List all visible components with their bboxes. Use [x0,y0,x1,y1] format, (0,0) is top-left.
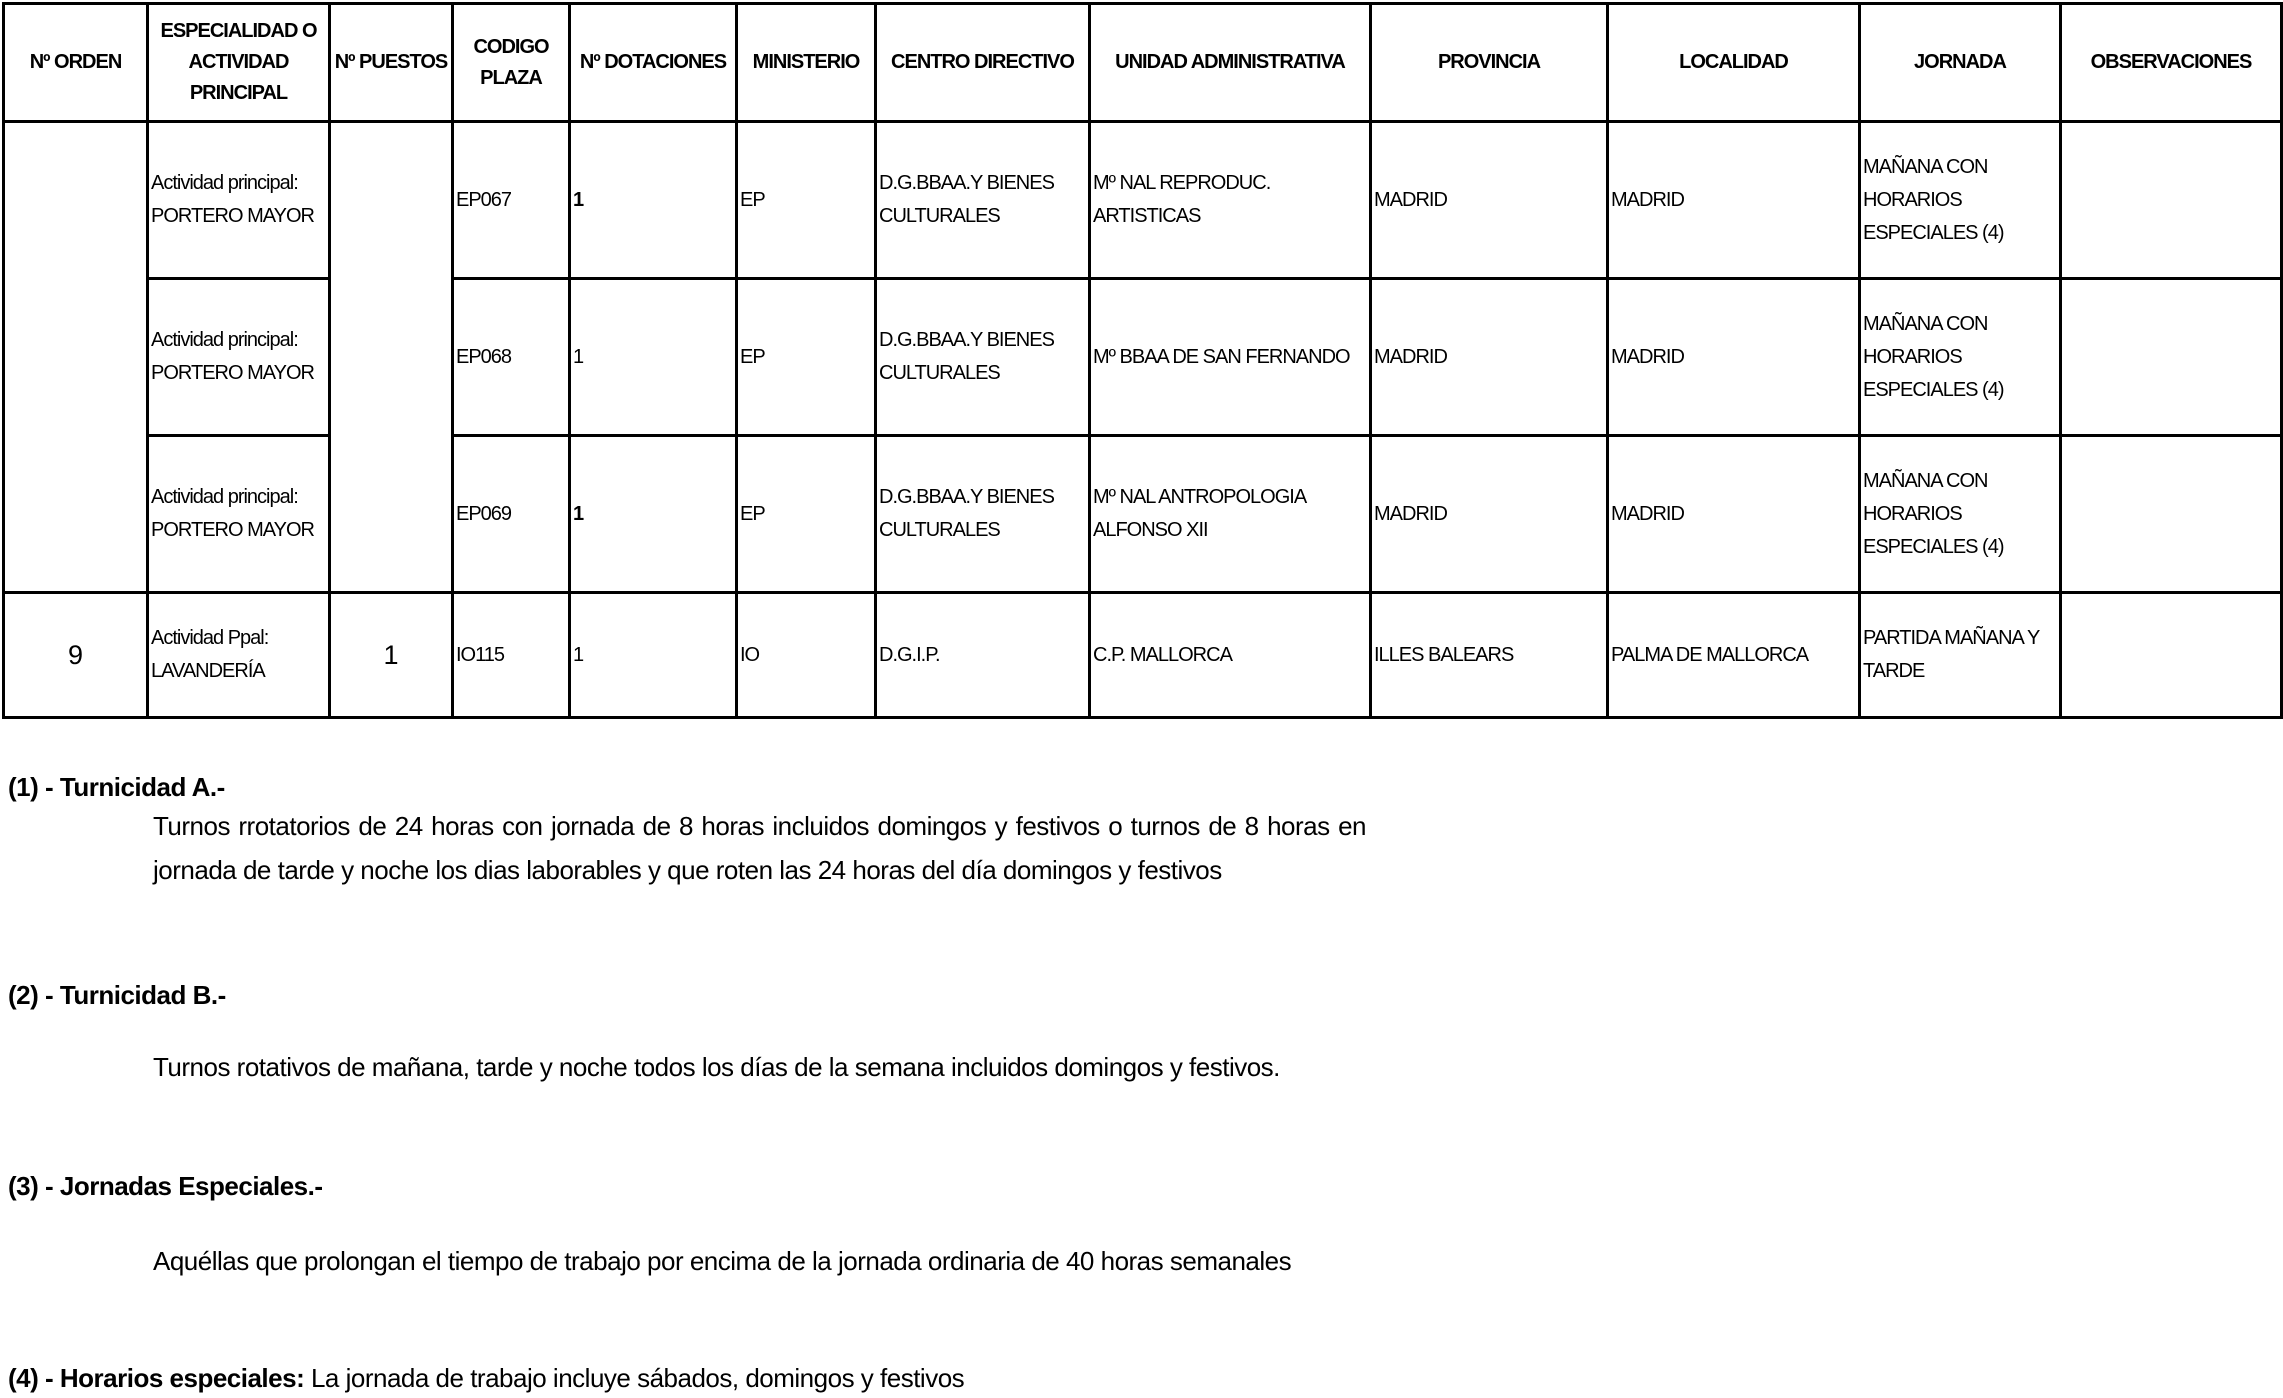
cell-centro: D.G.BBAA.Y BIENES CULTURALES [876,436,1090,593]
note-4-title: (4) - Horarios especiales: [8,1363,305,1393]
cell-observaciones [2061,279,2282,436]
cell-centro: D.G.I.P. [876,593,1090,718]
cell-dotaciones: 1 [570,436,737,593]
cell-localidad: MADRID [1608,436,1860,593]
note-4 [8,1363,964,1394]
cell-unidad: C.P. MALLORCA [1090,593,1371,718]
cell-jornada: MAÑANA CON HORARIOS ESPECIALES (4) [1860,436,2061,593]
cell-dotaciones: 1 [570,593,737,718]
header-observaciones: OBSERVACIONES [2061,4,2282,122]
cell-unidad: Mº NAL ANTROPOLOGIA ALFONSO XII [1090,436,1371,593]
cell-especialidad: Actividad principal: PORTERO MAYOR [148,279,330,436]
note-2-text: Turnos rotativos de mañana, tarde y noche todos los días de la semana incluidos domingos y festivos. [153,1052,1280,1082]
cell-provincia: MADRID [1371,279,1608,436]
cell-ministerio: EP [737,279,876,436]
cell-jornada: MAÑANA CON HORARIOS ESPECIALES (4) [1860,279,2061,436]
header-ministerio: MINISTERIO [737,4,876,122]
header-especialidad: ESPECIALIDAD O ACTIVIDAD PRINCIPAL [148,4,330,122]
cell-unidad: Mº BBAA DE SAN FERNANDO [1090,279,1371,436]
header-provincia: PROVINCIA [1371,4,1608,122]
header-localidad: LOCALIDAD [1608,4,1860,122]
note-3-text: Aquéllas que prolongan el tiempo de trabajo por encima de la jornada ordinaria de 40 horas semanales [153,1246,1292,1276]
cell-observaciones [2061,122,2282,279]
cell-orden: 9 [4,593,148,718]
cell-puestos [330,122,453,593]
cell-unidad: Mº NAL REPRODUC. ARTISTICAS [1090,122,1371,279]
cell-especialidad: Actividad Ppal: LAVANDERÍA [148,593,330,718]
cell-ministerio: EP [737,122,876,279]
header-puestos: Nº PUESTOS [330,4,453,122]
header-orden: Nº ORDEN [4,4,148,122]
table-row [4,593,2282,718]
cell-observaciones [2061,593,2282,718]
cell-codigo: EP068 [453,279,570,436]
cell-orden [4,122,148,593]
cell-localidad: PALMA DE MALLORCA [1608,593,1860,718]
note-4-text: La jornada de trabajo incluye sábados, domingos y festivos [304,1363,965,1393]
cell-provincia: MADRID [1371,122,1608,279]
cell-provincia: ILLES BALEARS [1371,593,1608,718]
cell-jornada: MAÑANA CON HORARIOS ESPECIALES (4) [1860,122,2061,279]
cell-codigo: EP069 [453,436,570,593]
note-3-title: (3) - Jornadas Especiales.- [8,1171,323,1201]
note-2-title: (2) - Turnicidad B.- [8,980,226,1010]
cell-ministerio: EP [737,436,876,593]
header-unidad: UNIDAD ADMINISTRATIVA [1090,4,1371,122]
note-1-title: (1) - Turnicidad A.- [8,772,225,802]
cell-dotaciones: 1 [570,122,737,279]
cell-provincia: MADRID [1371,436,1608,593]
header-jornada: JORNADA [1860,4,2061,122]
cell-jornada: PARTIDA MAÑANA Y TARDE [1860,593,2061,718]
header-centro: CENTRO DIRECTIVO [876,4,1090,122]
table-header-row [4,4,2282,122]
cell-dotaciones: 1 [570,279,737,436]
cell-especialidad: Actividad principal: PORTERO MAYOR [148,436,330,593]
header-codigo: CODIGO PLAZA [453,4,570,122]
table-row [4,122,2282,279]
header-dotaciones: Nº DOTACIONES [570,4,737,122]
cell-localidad: MADRID [1608,279,1860,436]
cell-codigo: IO115 [453,593,570,718]
cell-observaciones [2061,436,2282,593]
cell-localidad: MADRID [1608,122,1860,279]
note-1-text: Turnos rrotatorios de 24 horas con jornada de 8 horas incluidos domingos y festivos o turnos de 8 horas en jornada de tarde y noche los dias laborables y que roten las 24 horas del día domingos y festivos [153,811,1366,885]
cell-centro: D.G.BBAA.Y BIENES CULTURALES [876,279,1090,436]
cell-puestos: 1 [330,593,453,718]
plazas-table [2,2,2283,719]
cell-ministerio: IO [737,593,876,718]
cell-especialidad: Actividad principal: PORTERO MAYOR [148,122,330,279]
cell-centro: D.G.BBAA.Y BIENES CULTURALES [876,122,1090,279]
cell-codigo: EP067 [453,122,570,279]
